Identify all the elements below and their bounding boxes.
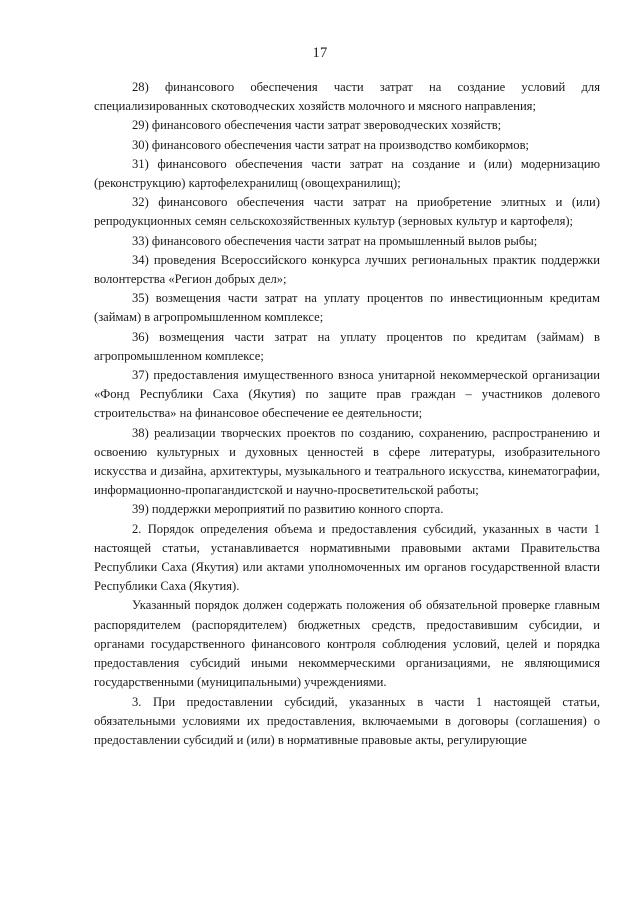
paragraph-35: 35) возмещения части затрат на уплату процентов по инвестиционным кредитам (займам) в агропромышленном комплексе; bbox=[94, 291, 600, 325]
paragraph-31: 31) финансового обеспечения части затрат на создание и (или) модернизацию (реконструкцию) картофелехранилищ (овощехранилищ); bbox=[94, 156, 600, 191]
paragraph-32: 32) финансового обеспечения части затрат на приобретение элитных и (или) репродукционных семян сельскохозяйственных культур (зерновых культур и картофеля); bbox=[94, 195, 600, 229]
paragraph-29: 29) финансового обеспечения части затрат звероводческих хозяйств; bbox=[132, 118, 502, 133]
section-2-paragraph: 2. Порядок определения объема и предоставления субсидий, указанных в части 1 настоящей статьи, устанавливается нормативными правовыми актами Правительства Республики Саха (Якутия) или актами уполномоченных им органов государственной власти Республики Саха (Якутия). bbox=[94, 521, 600, 594]
paragraph-28: 28) финансового обеспечения части затрат на создание условий для специализированных скотоводческих хозяйств молочного и мясного направления; bbox=[94, 80, 600, 114]
paragraph-39: 39) поддержки мероприятий по развитию конного спорта. bbox=[132, 502, 444, 517]
section-3-paragraph: 3. При предоставлении субсидий, указанных в части 1 настоящей статьи, обязательными условиями их предоставления, включаемыми в договоры (соглашения) о предоставлении субсидий и (или) в нормативные правовые акты, регулирующие bbox=[94, 694, 600, 747]
paragraph-34: 34) проведения Всероссийского конкурса лучших региональных практик поддержки волонтерства «Регион добрых дел»; bbox=[94, 252, 600, 287]
paragraph-38: 38) реализации творческих проектов по созданию, сохранению, распространению и освоению культурных и духовных ценностей в сфере литературы, изобразительного искусства и дизайна, архитектуры, музыкального и театрального искусства, кинематографии, информационно-пропагандистской и научно-просветительской работы; bbox=[94, 425, 600, 498]
paragraph-33: 33) финансового обеспечения части затрат на промышленный вылов рыбы; bbox=[132, 233, 538, 248]
paragraph-30: 30) финансового обеспечения части затрат на производство комбикормов; bbox=[132, 137, 530, 152]
paragraph-37: 37) предоставления имущественного взноса унитарной некоммерческой организации «Фонд Республики Саха (Якутия) по защите прав граждан – участников долевого строительства» на финансовое обеспечение ее деятельности; bbox=[94, 368, 600, 421]
section-2-continuation: Указанный порядок должен содержать положения об обязательной проверке главным распорядителем (распорядителем) бюджетных средств, предоставившим субсидии, и органами государственного финансового контроля соблюдения условий, целей и порядка предоставления субсидий иными некоммерческими организациями, не являющимися государственными (муниципальными) учреждениями. bbox=[94, 598, 600, 690]
document-body bbox=[94, 78, 600, 750]
paragraph-36: 36) возмещения части затрат на уплату процентов по кредитам (займам) в агропромышленном комплексе; bbox=[94, 329, 600, 363]
page-number: 17 bbox=[312, 45, 328, 61]
